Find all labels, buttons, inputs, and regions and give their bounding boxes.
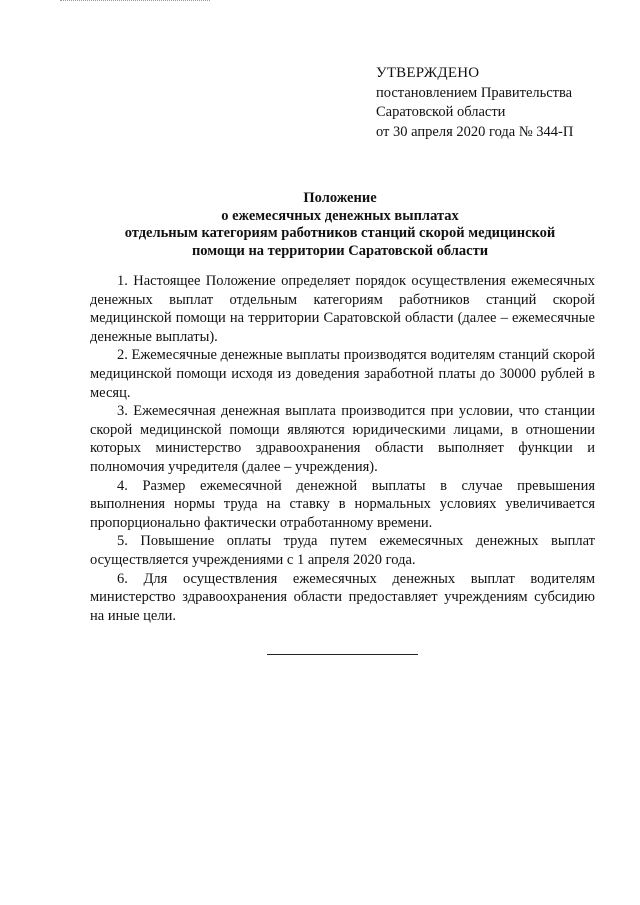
paragraph-5: 5. Повышение оплаты труда путем ежемесячных денежных выплат осуществляется учреждениями с 1 апреля 2020 года. [90,533,595,568]
paragraph-2: 2. Ежемесячные денежные выплаты производятся водителям станций скорой медицинской помощи исходя из доведения заработной платы до 30000 рублей в месяц. [90,347,595,401]
end-divider-line [267,654,418,655]
paragraph-3: 3. Ежемесячная денежная выплата производится при условии, что станции скорой медицинской помощи являются юридическими лицами, в отношении которых министерство здравоохранения области выполняет функции и полномочия учредителя (далее – учреждения). [90,403,595,475]
paragraph-6: 6. Для осуществления ежемесячных денежных выплат водителям министерство здравоохранения области предоставляет учреждениям субсидию на иные цели. [90,570,595,624]
approval-line-3: от 30 апреля 2020 года № 344-П [376,123,574,140]
heading-line-2: отдельным категориям работников станций скорой медицинской [124,225,556,241]
approval-line-1: постановлением Правительства [376,84,573,101]
approval-block [376,64,626,142]
approval-line-2: Саратовской области [376,104,506,120]
document-title: Положение [303,190,377,206]
document-body [90,272,595,625]
paragraph-4: 4. Размер ежемесячной денежной выплаты в случае превышения выполнения нормы труда на ставку в нормальных условиях увеличивается пропорционально фактически отработанному времени. [90,477,595,531]
heading-line-3: помощи на территории Саратовской области [191,242,489,259]
scan-edge-mark [60,0,210,3]
document-heading [70,190,610,260]
heading-line-1: о ежемесячных денежных выплатах [221,207,459,224]
approval-stamp: УТВЕРЖДЕНО [376,65,480,81]
paragraph-1: 1. Настоящее Положение определяет порядок осуществления ежемесячных денежных выплат отдельным категориям работников станций скорой медицинской помощи на территории Саратовской области (далее – ежемесячные денежные выплаты). [90,273,595,345]
